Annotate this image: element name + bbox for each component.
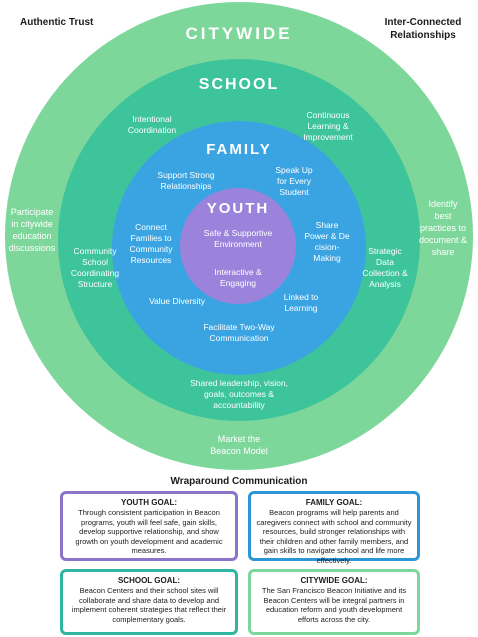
wraparound-communication-title: Wraparound Communication [170, 476, 308, 487]
family-bottom-left-text: Value Diversity [148, 296, 206, 306]
citywide-goal-title: CITYWIDE GOAL: [300, 576, 368, 585]
school-bottom-text: Shared leadership, vision, goals, outcomes & accountability [190, 378, 288, 410]
school-goal-box [60, 569, 238, 635]
school-goal-title: SCHOOL GOAL: [117, 576, 181, 585]
family-goal-body: Beacon programs will help parents and caregivers connect with school and community resources, build stronger relationships with their children and other family members, and gain skills to navigate school and life more effectively. [256, 508, 412, 565]
youth-goal-body: Through consistent participation in Beacon programs, youth will feel safe, gain skills, develop supportive relationship, and show growth on youth development and academic measures. [75, 508, 223, 555]
family-right-text: Share Power & De cision- Making [304, 220, 350, 263]
youth-goal-box [60, 491, 238, 561]
citywide-title: CITYWIDE [185, 24, 293, 43]
school-title: SCHOOL [198, 76, 280, 93]
family-bottom-right-text: Linked to Learning [283, 292, 319, 313]
school-goal-body: Beacon Centers and their school sites will collaborate and share data to develop and implement coherent strategies that reflect their complementary goals. [71, 586, 227, 624]
family-goal-title: FAMILY GOAL: [305, 498, 363, 507]
youth-title: YOUTH [206, 200, 270, 217]
family-bottom-text: Facilitate Two-Way Communication [203, 322, 275, 343]
family-top-left-text: Support Strong Relationships [157, 170, 215, 191]
school-top-right-text: Continuous Learning & Improvement [303, 110, 353, 142]
citywide-goal-box [248, 569, 420, 635]
citywide-left-text: Participate in citywide education discussions [8, 207, 56, 253]
youth-goal-title: YOUTH GOAL: [121, 498, 177, 507]
citywide-bottom-text: Market the Beacon Model [210, 434, 268, 456]
family-goal-box [248, 491, 420, 565]
authentic-trust-label: Authentic Trust [20, 17, 94, 28]
youth-interactive-engaging-text: Interactive & Engaging [214, 267, 262, 288]
family-title: FAMILY [206, 141, 272, 158]
family-top-right-text: Speak Up for Every Student [275, 165, 313, 197]
family-left-text: Connect Families to Community Resources [129, 222, 173, 265]
youth-safe-environment-text: Safe & Supportive Environment [203, 228, 273, 249]
citywide-goal-body: The San Francisco Beacon Initiative and its Beacon Centers will be integral partners in education reform and youth development efforts across the city. [261, 586, 407, 624]
school-right-text: Strategic Data Collection & Analysis [362, 246, 408, 289]
school-top-left-text: Intentional Coordination [127, 114, 177, 135]
school-left-text: Community School Coordinating Structure [70, 246, 120, 289]
citywide-right-text: Identify best practices to document & share [418, 199, 468, 257]
inter-connected-relationships-label: Inter-Connected Relationships [384, 17, 462, 41]
